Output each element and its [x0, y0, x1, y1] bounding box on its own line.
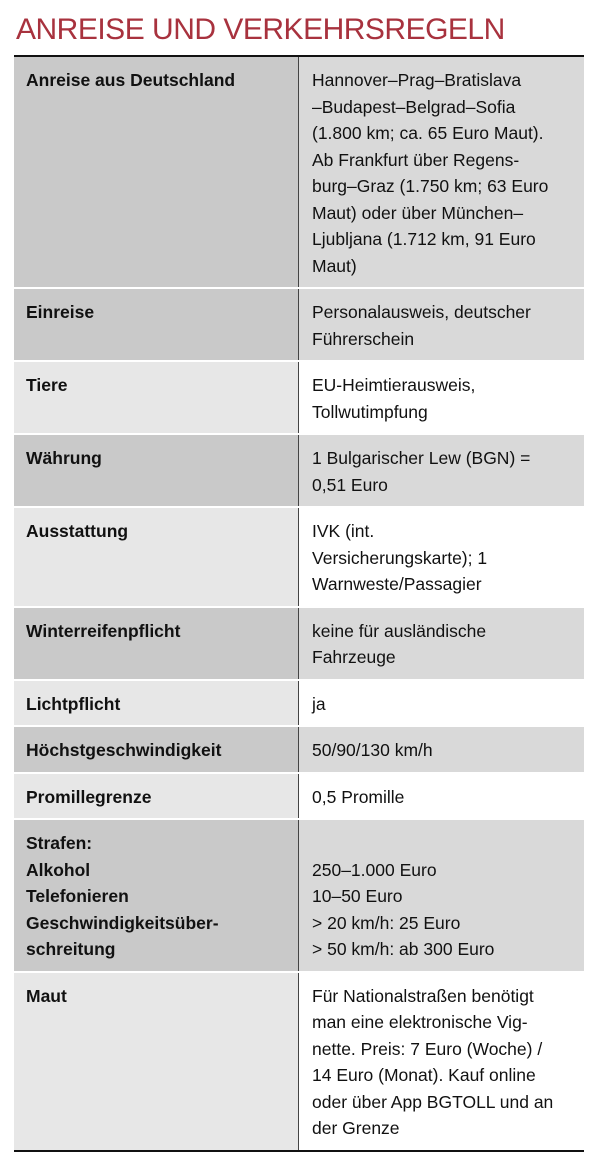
label-line: Strafen: — [26, 833, 93, 853]
value-line: keine für ausländische — [312, 620, 487, 641]
table-row-ausstattung — [14, 507, 584, 607]
value-line: (1.800 km; ca. 65 Euro Maut). — [312, 123, 544, 143]
table-row-lichtpflicht — [14, 680, 584, 727]
value-line: Versicherungskarte); 1 — [312, 547, 488, 568]
row-label — [14, 434, 299, 507]
row-label — [14, 507, 299, 607]
value-line: Personalausweis, deutscher — [312, 302, 531, 322]
value-line: Maut) — [312, 255, 357, 276]
row-value — [299, 726, 585, 773]
value-line: Warnweste/Passagier — [312, 574, 482, 594]
table-row-winterreifenpflicht — [14, 607, 584, 680]
value-line: > 50 km/h: ab 300 Euro — [312, 939, 495, 959]
table-row-einreise — [14, 288, 584, 361]
row-value — [299, 819, 585, 972]
value-line: Für Nationalstraßen benötigt — [312, 985, 534, 1006]
row-label — [14, 726, 299, 773]
value-line: der Grenze — [312, 1118, 400, 1138]
row-value — [299, 434, 585, 507]
value-line: > 20 km/h: 25 Euro — [312, 912, 461, 933]
row-value — [299, 607, 585, 680]
value-line: oder über App BGTOLL und an — [312, 1091, 554, 1112]
row-value — [299, 361, 585, 434]
row-label — [14, 819, 299, 972]
label-line: Einreise — [26, 302, 95, 322]
value-line: Hannover–Prag–Bratislava — [312, 70, 522, 90]
table-row-anreise — [14, 56, 584, 288]
table-row-hoechstgeschwindigkeit — [14, 726, 584, 773]
table-row-tiere — [14, 361, 584, 434]
table-row-promillegrenze — [14, 773, 584, 820]
row-label — [14, 972, 299, 1151]
label-line: Telefonieren — [26, 886, 129, 906]
value-line: 10–50 Euro — [312, 886, 403, 906]
value-line: –Budapest–Belgrad–Sofia — [312, 96, 516, 117]
value-line: 0,51 Euro — [312, 474, 388, 495]
value-line: nette. Preis: 7 Euro (Woche) / — [312, 1038, 543, 1059]
label-line: Ausstattung — [26, 521, 129, 541]
row-label — [14, 680, 299, 727]
row-label — [14, 288, 299, 361]
value-line: IVK (int. — [312, 521, 375, 541]
value-line: EU-Heimtierausweis, — [312, 375, 476, 395]
value-line: Fahrzeuge — [312, 647, 396, 667]
label-line: Alkohol — [26, 859, 91, 880]
label-line: Anreise aus Deutschland — [26, 70, 236, 90]
row-value — [299, 288, 585, 361]
row-label — [14, 56, 299, 288]
row-value — [299, 56, 585, 288]
row-value — [299, 972, 585, 1151]
label-line: Tiere — [26, 375, 68, 395]
value-line: 14 Euro (Monat). Kauf online — [312, 1065, 536, 1085]
row-label — [14, 607, 299, 680]
row-label — [14, 361, 299, 434]
value-line: Ljubljana (1.712 km, 91 Euro — [312, 229, 536, 249]
value-line: burg–Graz (1.750 km; 63 Euro — [312, 176, 549, 196]
label-line: Höchstgeschwindigkeit — [26, 740, 222, 760]
row-value — [299, 507, 585, 607]
row-value — [299, 773, 585, 820]
value-line: Führerschein — [312, 328, 415, 349]
table-row-waehrung — [14, 434, 584, 507]
table-row-strafen — [14, 819, 584, 972]
label-line: Lichtpflicht — [26, 693, 121, 714]
value-spacer — [312, 830, 574, 857]
value-line: man eine elektronische Vig- — [312, 1012, 528, 1032]
label-line: Promillegrenze — [26, 786, 152, 807]
label-line: Geschwindigkeitsüber- — [26, 912, 219, 933]
travel-info-table — [14, 55, 584, 1152]
label-line: schreitung — [26, 939, 116, 959]
value-line: Maut) oder über München– — [312, 202, 524, 223]
label-line: Maut — [26, 985, 67, 1006]
value-line: Tollwutimpfung — [312, 401, 428, 422]
page-title: ANREISE UND VERKEHRSREGELN — [16, 13, 505, 46]
value-line: ja — [312, 693, 326, 714]
value-line: Ab Frankfurt über Regens- — [312, 149, 520, 170]
value-line: 1 Bulgarischer Lew (BGN) = — [312, 448, 531, 468]
label-line: Winterreifenpflicht — [26, 620, 181, 641]
value-line: 0,5 Promille — [312, 786, 405, 807]
row-label — [14, 773, 299, 820]
row-value — [299, 680, 585, 727]
table-row-maut — [14, 972, 584, 1151]
value-line: 250–1.000 Euro — [312, 859, 437, 880]
value-line: 50/90/130 km/h — [312, 740, 433, 760]
label-line: Währung — [26, 448, 102, 468]
